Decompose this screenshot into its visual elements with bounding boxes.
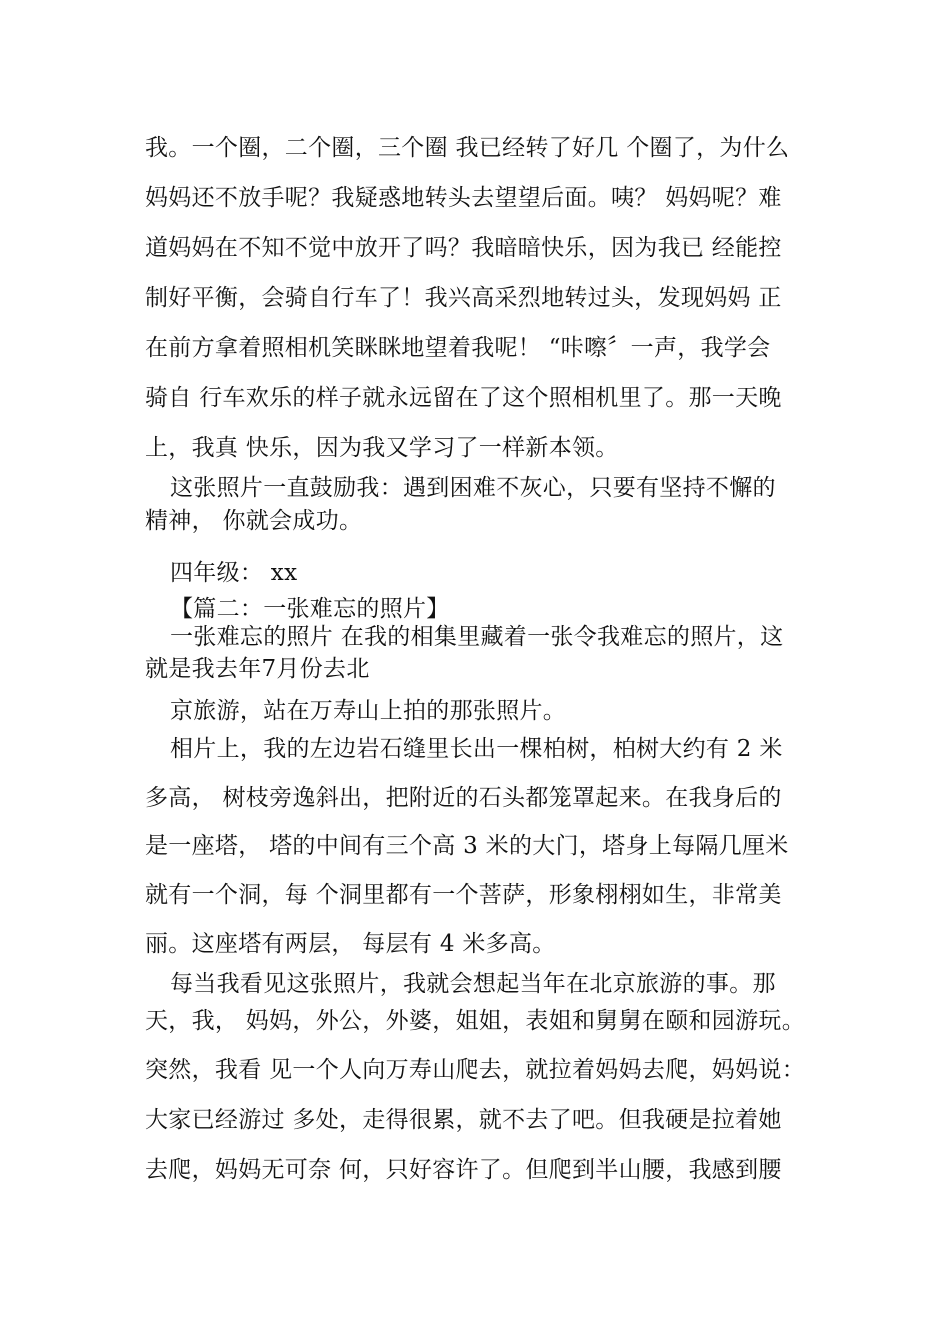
text-line: 骑自 行车欢乐的样子就永远留在了这个照相机里了。那一天晚 <box>145 385 782 411</box>
text-line: 是一座塔， 塔的中间有三个高 3 米的大门，塔身上每隔几厘米 <box>145 833 789 859</box>
text-line: 突然，我看 见一个人向万寿山爬去，就拉着妈妈去爬，妈妈说： <box>145 1057 806 1083</box>
text-line: 就是我去年7月份去北 <box>145 656 370 682</box>
text-line: 多高， 树枝旁逸斜出，把附近的石头都笼罩起来。在我身后的 <box>145 785 782 811</box>
text-line: 去爬，妈妈无可奈 何，只好容许了。但爬到半山腰，我感到腰 <box>145 1157 782 1183</box>
text-line: 大家已经游过 多处，走得很累，就不去了吧。但我硬是拉着她 <box>145 1107 782 1133</box>
text-line: 上，我真 快乐，因为我又学习了一样新本领。 <box>145 435 619 461</box>
text-line: 在前方拿着照相机笑眯眯地望着我呢！ “咔嚓〞一声，我学会 <box>145 335 771 361</box>
text-line: 妈妈还不放手呢？我疑惑地转头去望望后面。咦？ 妈妈呢？难 <box>145 185 782 211</box>
text-line: 精神， 你就会成功。 <box>145 508 363 534</box>
text-line: 我。一个圈，二个圈，三个圈 我已经转了好几 个圈了，为什么 <box>145 135 790 161</box>
paragraph-start-line: 相片上，我的左边岩石缝里长出一棵柏树，柏树大约有 2 米 <box>170 736 783 762</box>
section-title: 【篇二：一张难忘的照片】 <box>170 596 450 622</box>
paragraph-start-line: 一张难忘的照片 在我的相集里藏着一张令我难忘的照片，这 <box>170 624 784 650</box>
text-line: 制好平衡，会骑自行车了！我兴高采烈地转过头，发现妈妈 正 <box>145 285 782 311</box>
paragraph-start-line: 这张照片一直鼓励我：遇到困难不灰心，只要有坚持不懈的 <box>170 475 776 501</box>
text-line: 丽。这座塔有两层， 每层有 4 米多高。 <box>145 931 556 957</box>
grade-author-line: 四年级： xx <box>170 560 298 586</box>
text-line: 天，我， 妈妈，外公，外婆，姐姐，表姐和舅舅在颐和园游玩。 <box>145 1008 806 1034</box>
paragraph-start-line: 每当我看见这张照片，我就会想起当年在北京旅游的事。那 <box>170 971 776 997</box>
text-line: 就有一个洞，每 个洞里都有一个菩萨，形象栩栩如生，非常美 <box>145 882 782 908</box>
text-line: 京旅游，站在万寿山上拍的那张照片。 <box>170 698 567 724</box>
text-line: 道妈妈在不知不觉中放开了吗？我暗暗快乐，因为我已 经能控 <box>145 235 782 261</box>
